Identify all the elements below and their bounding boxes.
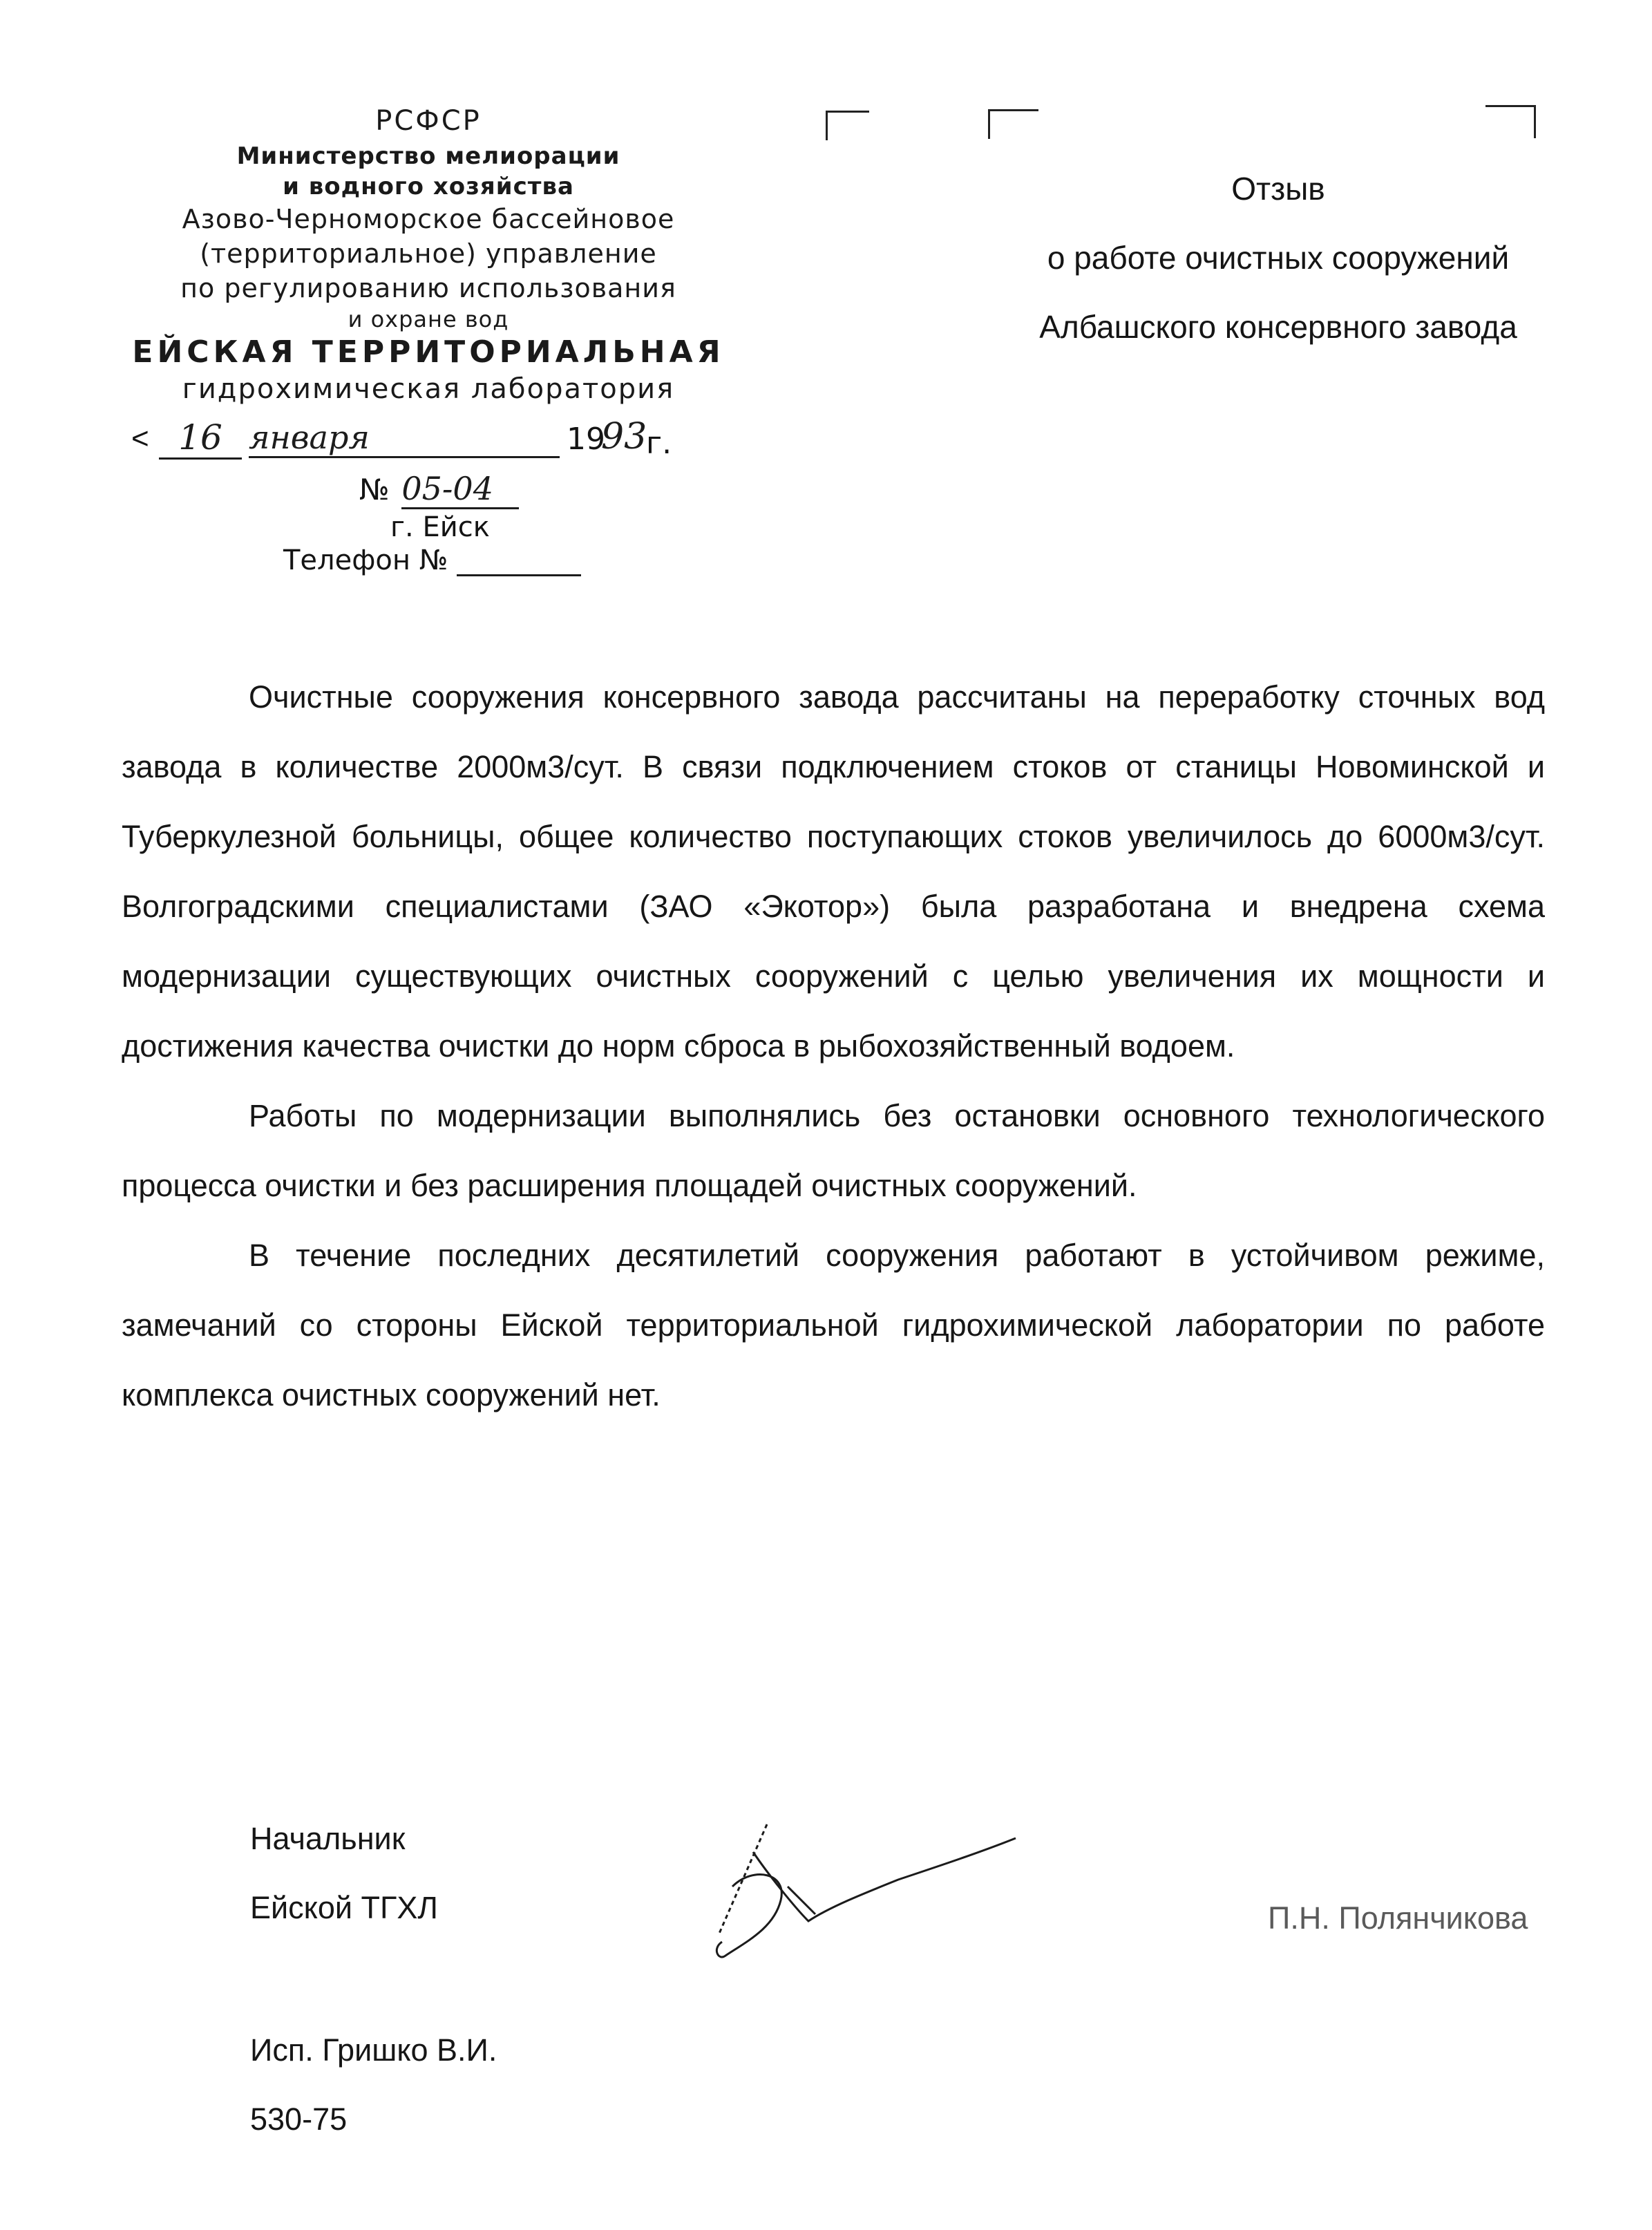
letterhead-line: (территориальное) управление — [200, 238, 657, 269]
signatory-name: П.Н. Полянчикова — [1268, 1900, 1528, 1936]
letter-city: г. Ейск — [390, 511, 490, 543]
letter-phone — [283, 545, 581, 576]
letter-date: < 16 января 19 93 г. — [131, 416, 672, 461]
signature-position: Ейской ТГХЛ — [250, 1890, 438, 1925]
scan-corner-mark — [1485, 105, 1536, 138]
letterhead-line: ЕЙСКАЯ ТЕРРИТОРИАЛЬНАЯ — [132, 334, 725, 370]
letterhead-line: Азово-Черноморское бассейновое — [182, 204, 675, 234]
letterhead-line: по регулированию использования — [180, 273, 676, 303]
signature-position: Начальник — [250, 1821, 406, 1856]
letterhead-line: и водного хозяйства — [283, 173, 574, 200]
date-year-suffix: 93 — [601, 416, 647, 457]
handwritten-signature — [691, 1811, 1036, 1976]
document-subtitle-line: о работе очистных сооружений — [1047, 240, 1510, 276]
letterhead-line: Министерство мелиорации — [236, 142, 620, 170]
letter-number — [359, 470, 519, 511]
letterhead-stamp — [117, 104, 739, 406]
letterhead-line: РСФСР — [375, 105, 482, 137]
date-year-mark: г. — [646, 426, 672, 461]
document-subtitle-line: Албашского консервного завода — [1039, 309, 1517, 345]
executor-phone: 530-75 — [250, 2101, 348, 2137]
phone-label: Телефон № — [283, 545, 448, 576]
body-paragraph: В течение последних десятилетий сооружения работают в устойчивом режиме, замечаний со стороны Ейской территориальной гидрохимической лаборатории по работе комплекса очистных сооружений нет. — [122, 1238, 1545, 1412]
scan-corner-mark — [988, 109, 1038, 139]
body-paragraph: Очистные сооружения консервного завода рассчитаны на переработку сточных вод завода в количестве 2000м3/сут. В связи подключением стоков от станицы Новоминской и Туберкулезной больницы, общее количество поступающих стоков увеличилось до 6000м3/сут. Волгоградскими специалистами (ЗАО «Экотор») была разработана и внедрена схема модернизации существующих очистных сооружений с целью увеличения их мощности и достижения качества очистки до норм сброса в рыбохозяйственный водоем. — [122, 679, 1545, 1064]
number-value: 05-04 — [401, 470, 519, 509]
date-day: 16 — [159, 417, 242, 460]
date-month: января — [249, 419, 560, 458]
body-paragraph: Работы по модернизации выполнялись без остановки основного технологического процесса очистки и без расширения площадей очистных сооружений. — [122, 1098, 1545, 1203]
scan-corner-mark — [826, 111, 869, 140]
executor-name: Исп. Гришко В.И. — [250, 2032, 497, 2068]
document-body — [122, 662, 1545, 1430]
letterhead-line: и охране вод — [348, 306, 509, 332]
date-year-prefix: 19 — [567, 422, 605, 457]
number-label: № — [359, 473, 390, 507]
document-title: Отзыв — [1231, 171, 1325, 207]
letterhead-line: гидрохимическая лаборатория — [182, 373, 675, 405]
